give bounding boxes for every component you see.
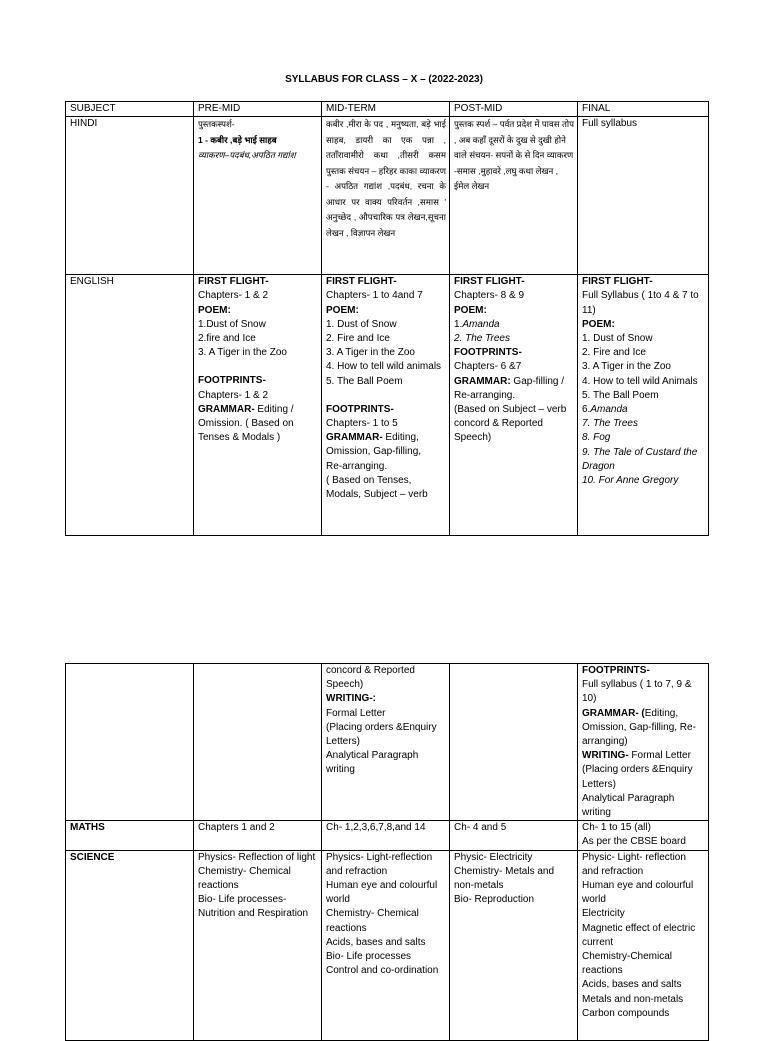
chapter-range: Full syllabus ( 1 to 7, 9 & 10) [582, 679, 692, 705]
poem-item: 5. The Ball Poem [326, 375, 403, 387]
first-flight-heading: FIRST FLIGHT- [582, 276, 653, 288]
poem-item: 1.Dust of Snow [198, 318, 266, 330]
first-flight-heading: FIRST FLIGHT- [454, 276, 525, 288]
maths-final-cell [578, 821, 709, 850]
poem-item: 3. A Tiger in the Zoo [326, 347, 415, 359]
chapter-range: Chapters- 1 to 5 [326, 418, 398, 430]
poem-heading: POEM: [326, 304, 359, 316]
poem-item: 1. Dust of Snow [582, 333, 653, 345]
subject-cell: MATHS [66, 821, 194, 850]
grammar-text: GRAMMAR- (Editing, Omission, Gap-filling, Re-arranging) [582, 707, 696, 748]
chapter-range: Chapters- 6 &7 [454, 361, 522, 373]
science-item: Physic- Light- reflection and refraction [582, 851, 686, 877]
science-item: Magnetic effect of electric current [582, 922, 696, 948]
science-midterm-cell [322, 850, 450, 1040]
english-final-cell [578, 664, 709, 821]
grammar-heading: GRAMMAR- ( [582, 707, 645, 719]
poem-item: 1.Amanda [454, 318, 500, 330]
english-final-cell [578, 275, 709, 536]
poem-item: 2.fire and Ice [198, 333, 256, 345]
subject-cell [66, 664, 194, 821]
english-premid-cell [194, 664, 322, 821]
header-subject: SUBJECT [66, 102, 194, 117]
science-item: Bio- Life processes [326, 951, 412, 963]
english-midterm-cell [322, 275, 450, 536]
science-final-cell [578, 850, 709, 1040]
science-item: Chemistry- Metals and non-metals [454, 865, 555, 892]
chapter-range: Chapters- 1 to 4and 7 [326, 290, 423, 302]
science-item: Bio- Life processes- Nutrition and Respiration [198, 894, 309, 920]
science-item: Chemistry- Chemical reactions [198, 865, 291, 892]
science-item: Chemistry- Chemical reactions [326, 908, 419, 934]
grammar-heading: GRAMMAR- [326, 432, 383, 444]
grammar-line: concord & Reported [326, 665, 415, 676]
science-premid-cell [194, 850, 322, 1040]
subject-cell: HINDI [66, 117, 194, 275]
english-postmid-cell [450, 664, 578, 821]
poem-item: 5. The Ball Poem [582, 389, 659, 401]
first-flight-heading: FIRST FLIGHT- [198, 276, 269, 288]
footprints-heading: FOOTPRINTS- [582, 665, 650, 676]
footprints-heading: FOOTPRINTS- [198, 375, 266, 387]
header-final: FINAL [578, 102, 709, 117]
grammar-line: Modals, Subject – verb [326, 489, 428, 501]
page-title: SYLLABUS FOR CLASS – X – (2022-2023) [285, 74, 483, 85]
english-midterm-cell [322, 664, 450, 821]
poem-item: 3. A Tiger in the Zoo [582, 361, 671, 373]
hindi-premid-line: व्याकरण–पदबंध,अपठित गद्यांश [198, 150, 296, 161]
first-flight-heading: FIRST FLIGHT- [326, 276, 397, 288]
writing-text: WRITING- Formal Letter [582, 750, 691, 762]
poem-heading: POEM: [582, 318, 615, 330]
science-item: Physics- Light-reflection and refraction [326, 851, 433, 877]
chapter-range: Chapters- 8 & 9 [454, 290, 525, 302]
poem-item: 8. Fog [582, 432, 611, 444]
syllabus-table-continued [65, 663, 709, 1041]
footprints-heading: FOOTPRINTS- [454, 347, 522, 359]
science-item: Human eye and colourful world [326, 880, 438, 906]
table-row-maths [66, 821, 709, 850]
syllabus-table [65, 101, 709, 536]
maths-midterm-cell: Ch- 1,2,3,6,7,8,and 14 [322, 821, 450, 850]
grammar-line: ( Based on Tenses, [326, 474, 412, 486]
poem-item: 1. Dust of Snow [326, 318, 397, 330]
science-item: Metals and non-metals [582, 993, 684, 1005]
subject-cell: SCIENCE [66, 850, 194, 1040]
hindi-midterm-cell: कबीर ,मीरा के पद , मनुष्यता, बड़े भाई साहब, डायरी का एक पन्ना , तताँरावामीरो कथा ,तीसरी कसम पुस्तक संचयन – हरिहर काका व्याकरण - अपठित गद्यांश ,पदबंध, रचना के आधार पर वाक्य परिवर्तन ,समास ' अनुच्छेद , औपचारिक पत्र लेखन,सूचना लेखन , विज्ञापन लेखन [322, 117, 450, 275]
grammar-text: GRAMMAR- Editing, Omission, Gap-filling, [326, 432, 422, 458]
hindi-premid-cell [194, 117, 322, 275]
science-item: Physic- Electricity [454, 851, 533, 863]
writing-heading: WRITING-: [326, 693, 376, 705]
writing-item: Analytical Paragraph writing [326, 750, 419, 776]
grammar-heading: GRAMMAR: [454, 375, 511, 387]
maths-premid-cell: Chapters 1 and 2 [194, 821, 322, 850]
maths-final-line: Ch- 1 to 15 (all) [582, 822, 651, 834]
grammar-note: (Based on Subject – verb concord & Reported Speech) [454, 404, 567, 444]
hindi-premid-line: 1 - कबीर ,बड़े भाई साहब [198, 134, 277, 145]
chapter-range: Chapters- 1 & 2 [198, 389, 269, 401]
chapter-range: Chapters- 1 & 2 [198, 290, 269, 302]
header-midterm: MID-TERM [322, 102, 450, 117]
grammar-line: Re-arranging. [326, 460, 388, 472]
english-postmid-cell [450, 275, 578, 536]
science-item: Bio- Reproduction [454, 894, 535, 906]
poem-item: 9. The Tale of Custard the Dragon [582, 446, 698, 472]
writing-item: (Placing orders &Enquiry Letters) [582, 764, 693, 790]
science-postmid-cell [450, 850, 578, 1040]
science-item: Chemistry-Chemical reactions [582, 951, 673, 977]
science-item: Control and co-ordination [326, 965, 439, 977]
chapter-range: Full Syllabus ( 1to 4 & 7 to 11) [582, 290, 699, 316]
writing-item: Analytical Paragraph writing [582, 792, 675, 819]
poem-item: 2. Fire and Ice [326, 333, 390, 345]
poem-item: 3. A Tiger in the Zoo [198, 347, 287, 359]
table-row-hindi [66, 117, 709, 275]
hindi-final-cell: Full syllabus [578, 117, 709, 275]
writing-item: (Placing orders &Enquiry Letters) [326, 721, 437, 748]
poem-item: 2. The Trees [454, 333, 510, 345]
science-item: Acids, bases and salts [582, 979, 682, 991]
table-row-english-continued [66, 664, 709, 821]
science-item: Human eye and colourful world [582, 880, 694, 906]
writing-heading: WRITING- [582, 750, 629, 762]
maths-postmid-cell: Ch- 4 and 5 [450, 821, 578, 850]
table-row-english [66, 275, 709, 536]
footprints-heading: FOOTPRINTS- [326, 403, 394, 415]
hindi-postmid-cell: पुस्तक स्पर्श – पर्वत प्रदेश में पावस तोप , अब कहाँ दूसरों के दुख से दुखी होने वाले संचयन- सपनों के से दिन व्याकरण -समास ,मुहावरे ,लघु कथा लेखन , ईमेल लेखन [450, 117, 578, 275]
poem-item: 4. How to tell wild animals [326, 361, 442, 373]
science-item: Physics- Reflection of light [198, 851, 316, 863]
poem-item: 6.Amanda [582, 404, 628, 416]
poem-item: 7. The Trees [582, 418, 638, 430]
grammar-text: GRAMMAR: Gap-filling / Re-arranging. [454, 375, 565, 401]
header-row [66, 102, 709, 117]
poem-item: 10. For Anne Gregory [582, 475, 679, 487]
science-item: Acids, bases and salts [326, 936, 426, 948]
poem-heading: POEM: [198, 304, 231, 316]
subject-cell: ENGLISH [66, 275, 194, 536]
writing-item: Formal Letter [326, 707, 386, 719]
hindi-premid-line: पुस्तकस्पर्श- [198, 119, 235, 130]
grammar-heading: GRAMMAR- [198, 403, 255, 415]
header-postmid: POST-MID [450, 102, 578, 117]
poem-item: 2. Fire and Ice [582, 347, 646, 359]
poem-item: 4. How to tell wild Animals [582, 375, 698, 387]
maths-final-line: As per the CBSE board [582, 836, 686, 848]
grammar-line: Speech) [326, 679, 364, 691]
science-item: Electricity [582, 908, 625, 920]
header-premid: PRE-MID [194, 102, 322, 117]
science-item: Carbon compounds [582, 1007, 670, 1019]
poem-heading: POEM: [454, 304, 487, 316]
grammar-text: GRAMMAR- Editing / Omission. ( Based on Tenses & Modals ) [198, 403, 294, 444]
english-premid-cell [194, 275, 322, 536]
table-row-science [66, 850, 709, 1040]
